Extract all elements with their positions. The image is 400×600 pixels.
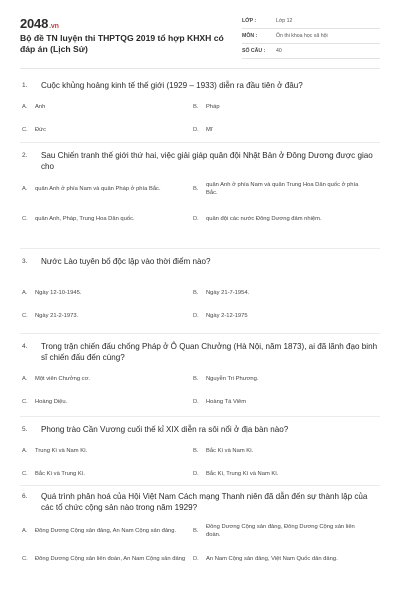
question-text: Trong trận chiến đấu chống Pháp ở Ô Quan Chưởng (Hà Nội, năm 1873), ai đã lãnh đạo binh sĩ chiến đấu đến cùng?	[41, 342, 378, 362]
option-d[interactable]	[191, 215, 362, 223]
option-label: B.	[193, 104, 199, 110]
question-3	[20, 256, 380, 322]
option-row	[20, 373, 380, 385]
option-text: Đức	[35, 127, 46, 133]
question-divider	[20, 142, 380, 143]
option-text: An Nam Cộng sản đảng, Việt Nam Quốc dân đảng.	[206, 556, 338, 562]
option-text: Đông Dương Cộng sản đảng, An Nam Cộng sản đảng.	[35, 528, 177, 534]
site-logo[interactable]	[20, 16, 59, 31]
option-label: A.	[22, 528, 28, 534]
meta-table	[242, 14, 380, 59]
question-number: 2.	[22, 152, 28, 159]
question-text: Cuộc khủng hoảng kinh tế thế giới (1929 – 1933) diễn ra đầu tiên ở đâu?	[41, 81, 303, 90]
option-row	[20, 101, 380, 113]
option-b[interactable]	[191, 375, 362, 383]
option-text: Hoàng Tá Viêm	[206, 399, 247, 405]
option-label: B.	[193, 376, 199, 382]
question-divider	[20, 416, 380, 417]
options	[20, 373, 380, 408]
option-label: C.	[22, 127, 28, 133]
option-row	[20, 208, 380, 230]
option-row	[20, 520, 380, 542]
option-label: B.	[193, 448, 199, 454]
meta-row-count	[242, 44, 380, 59]
option-text: Hoàng Diệu.	[35, 399, 68, 405]
option-label: D.	[193, 127, 199, 133]
question-header	[20, 150, 380, 172]
meta-key: LỚP :	[242, 18, 257, 24]
option-label: D.	[193, 471, 199, 477]
option-text: Pháp	[206, 104, 220, 110]
option-text: Trung Kì và Nam Kì.	[35, 448, 88, 454]
option-label: A.	[22, 186, 28, 192]
question-divider	[20, 333, 380, 334]
option-label: C.	[22, 313, 28, 319]
option-text: quân Anh, Pháp, Trung Hoa Dân quốc.	[35, 216, 135, 222]
question-number: 6.	[22, 493, 28, 500]
option-text: quân đội các nước Đông Dương đảm nhiệm.	[206, 216, 322, 222]
question-number: 1.	[22, 82, 28, 89]
option-d[interactable]	[191, 398, 362, 406]
options	[20, 520, 380, 570]
option-text: quân Anh ở phía Nam và quân Pháp ở phía Bắc.	[35, 186, 161, 192]
option-label: D.	[193, 556, 199, 562]
option-label: B.	[193, 528, 199, 534]
option-text: Nguyễn Tri Phương.	[206, 376, 259, 382]
logo-text: 2048	[20, 16, 49, 31]
meta-row-subject	[242, 29, 380, 44]
option-label: C.	[22, 471, 28, 477]
option-text: Mĩ	[206, 127, 213, 133]
question-text: Quá trình phân hoá của Hội Việt Nam Cách mạng Thanh niên đã dẫn đến sự thành lập của các tổ chức cộng sản nào trong năm 1929?	[41, 492, 368, 512]
option-row	[20, 310, 380, 322]
option-label: D.	[193, 399, 199, 405]
question-number: 5.	[22, 426, 28, 433]
option-text: Bắc Kì và Nam Kì.	[206, 448, 254, 454]
document-title: Bộ đề TN luyện thi THPTQG 2019 tổ hợp KHXH có đáp án (Lịch Sử)	[20, 33, 224, 54]
option-text: quân Anh ở phía Nam và quân Trung Hoa Dân quốc ở phía Bắc.	[206, 182, 359, 196]
meta-row-class	[242, 14, 380, 29]
option-d[interactable]	[191, 126, 362, 134]
option-d[interactable]	[191, 470, 362, 478]
question-2	[20, 150, 380, 230]
option-c[interactable]	[20, 215, 191, 223]
option-c[interactable]	[20, 470, 191, 478]
logo-suffix: .vn	[49, 23, 59, 30]
option-label: D.	[193, 216, 199, 222]
option-label: C.	[22, 216, 28, 222]
option-row	[20, 287, 380, 299]
option-text: Ngày 2-12-1975	[206, 313, 248, 319]
option-c[interactable]	[20, 398, 191, 406]
option-a[interactable]	[20, 103, 191, 111]
options	[20, 178, 380, 230]
option-label: A.	[22, 448, 28, 454]
option-text: Anh	[35, 104, 46, 110]
document-header	[20, 14, 380, 66]
question-6	[20, 491, 380, 570]
question-header	[20, 341, 380, 363]
option-row	[20, 178, 380, 200]
question-header	[20, 424, 380, 435]
option-b[interactable]	[191, 181, 362, 197]
option-label: B.	[193, 290, 199, 296]
option-b[interactable]	[191, 103, 362, 111]
option-row	[20, 468, 380, 480]
question-header	[20, 491, 380, 513]
option-b[interactable]	[191, 523, 362, 539]
option-label: D.	[193, 313, 199, 319]
option-row	[20, 548, 380, 570]
option-label: C.	[22, 556, 28, 562]
question-text: Sau Chiến tranh thế giới thứ hai, việc giải giáp quân đội Nhật Bản ở Đông Dương được giao cho	[41, 151, 373, 171]
options	[20, 287, 380, 322]
option-label: A.	[22, 290, 28, 296]
question-text: Phong trào Cần Vương cuối thế kỉ XIX diễn ra sôi nổi ở địa bàn nào?	[41, 425, 289, 434]
meta-value: 40	[276, 48, 282, 54]
option-d[interactable]	[191, 555, 362, 563]
option-a[interactable]	[20, 289, 191, 297]
meta-value: Ôn thi khoa học xã hội	[276, 33, 328, 39]
option-text: Ngày 21-7-1954.	[206, 290, 250, 296]
option-a[interactable]	[20, 185, 191, 193]
options	[20, 445, 380, 480]
option-c[interactable]	[20, 312, 191, 320]
option-d[interactable]	[191, 312, 362, 320]
option-b[interactable]	[191, 447, 362, 455]
option-text: Đông Dương Cộng sản liên đoàn, An Nam Cộng sản đảng	[35, 556, 186, 562]
question-5	[20, 424, 380, 480]
option-label: B.	[193, 186, 199, 192]
meta-value: Lớp 12	[276, 18, 293, 24]
header-divider	[20, 68, 380, 69]
option-text: Một viên Chưởng cơ.	[35, 376, 90, 382]
question-text: Nước Lào tuyên bố độc lập vào thời điểm nào?	[41, 257, 211, 266]
option-c[interactable]	[20, 555, 191, 563]
question-4	[20, 341, 380, 408]
meta-key: MÔN :	[242, 33, 258, 39]
option-a[interactable]	[20, 375, 191, 383]
option-text: Ngày 12-10-1945.	[35, 290, 82, 296]
option-text: Bắc Kì, Trung Kì và Nam Kì.	[206, 471, 279, 477]
question-1	[20, 80, 380, 136]
question-number: 4.	[22, 343, 28, 350]
option-c[interactable]	[20, 126, 191, 134]
option-row	[20, 396, 380, 408]
options	[20, 101, 380, 136]
option-row	[20, 124, 380, 136]
option-row	[20, 445, 380, 457]
option-text: Bắc Kì và Trung Kì.	[35, 471, 85, 477]
question-divider	[20, 485, 380, 486]
option-a[interactable]	[20, 447, 191, 455]
option-label: A.	[22, 104, 28, 110]
option-text: Ngày 21-2-1973.	[35, 313, 79, 319]
question-header	[20, 256, 380, 267]
option-a[interactable]	[20, 527, 191, 535]
question-header	[20, 80, 380, 91]
question-divider	[20, 248, 380, 249]
meta-key: SỐ CÂU :	[242, 48, 266, 54]
option-text: Đông Dương Cộng sản đảng, Đông Dương Cộng sản liên đoàn.	[206, 524, 355, 538]
option-label: A.	[22, 376, 28, 382]
question-number: 3.	[22, 258, 28, 265]
option-b[interactable]	[191, 289, 362, 297]
option-label: C.	[22, 399, 28, 405]
